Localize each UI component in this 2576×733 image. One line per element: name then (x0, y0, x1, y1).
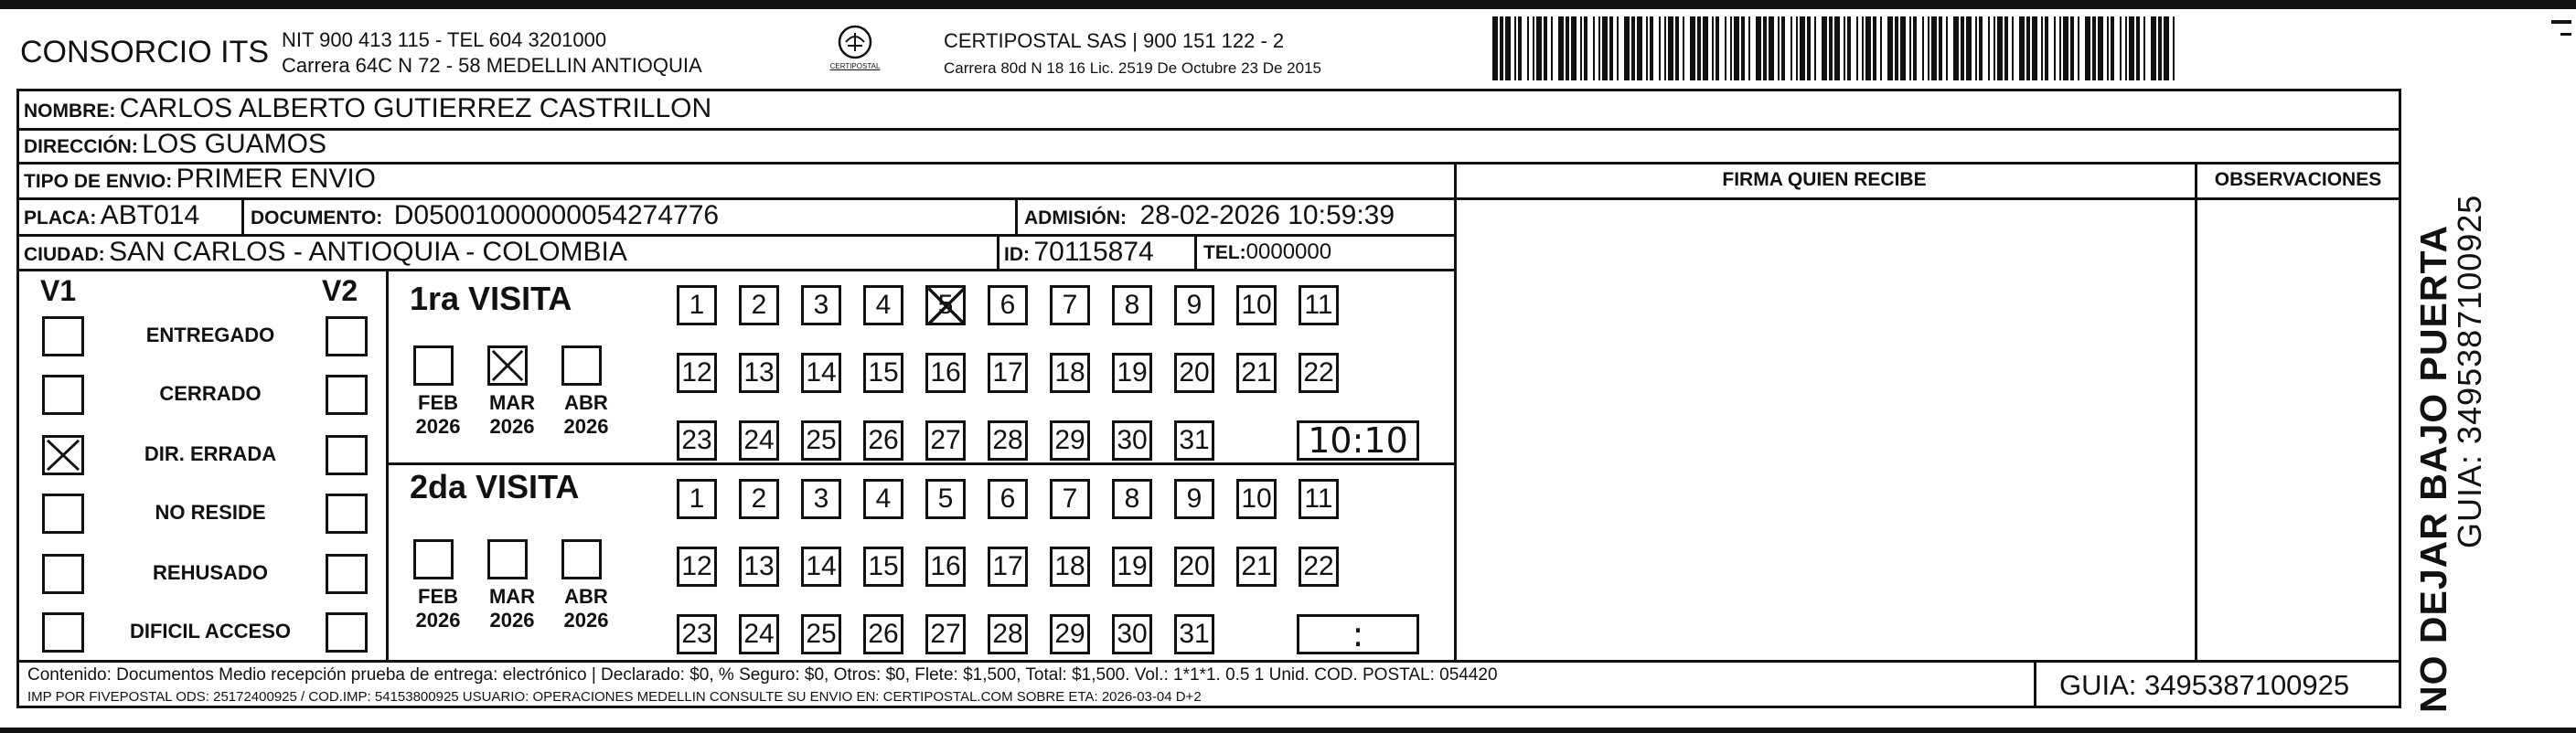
day-box[interactable]: 6 (988, 479, 1028, 519)
id-divider (1194, 234, 1197, 269)
barcode-bar (1624, 16, 1630, 80)
barcode-bar (1492, 16, 1498, 80)
barcode-bar (1975, 16, 1977, 80)
document-label: DOCUMENTO: (251, 207, 383, 228)
v2-checkbox[interactable] (326, 435, 368, 475)
month-year: 2026 (489, 415, 535, 438)
barcode-bar (1966, 16, 1972, 80)
admission-value: 28-02-2026 10:59:39 (1139, 200, 1395, 230)
barcode-bar (1922, 16, 1924, 80)
second-visit-title: 2da VISITA (410, 468, 580, 505)
day-box[interactable]: 23 (677, 614, 717, 654)
barcode-bar (1690, 16, 1695, 80)
v1-checkbox[interactable] (42, 554, 84, 594)
day-box[interactable]: 20 (1174, 353, 1214, 393)
day-box[interactable]: 14 (801, 547, 841, 587)
footer-guide-divider (2034, 660, 2036, 708)
document-divider (1015, 197, 1018, 234)
barcode-bar (2136, 16, 2140, 80)
barcode-bar (1979, 16, 1983, 80)
address-row (24, 129, 326, 160)
v1-checkbox[interactable] (42, 316, 84, 356)
barcode-bar (2004, 16, 2008, 80)
month-label (480, 585, 544, 632)
barcode-bar (1598, 16, 1600, 80)
barcode-bar (2111, 16, 2114, 80)
month-checkbox[interactable] (413, 539, 454, 579)
barcode-bar (1500, 16, 1503, 80)
day-box[interactable]: 3 (801, 479, 841, 519)
id-label: ID: (1004, 244, 1030, 265)
day-box[interactable]: 1 (677, 479, 717, 519)
day-box[interactable]: 16 (925, 547, 966, 587)
barcode-bar (1558, 16, 1564, 80)
barcode-bar (1617, 16, 1619, 80)
v1-checkbox[interactable] (42, 435, 84, 475)
barcode-bar (1566, 16, 1569, 80)
barcode-bar (1730, 16, 1732, 80)
visit-time-box[interactable]: 10:10 (1297, 420, 1419, 461)
signature-left-line (1454, 162, 1457, 661)
barcode-bar (1807, 16, 1811, 80)
day-box[interactable]: 13 (739, 547, 779, 587)
barcode-bar (1593, 16, 1595, 80)
month-name: FEB (418, 585, 458, 608)
barcode-bar (1725, 16, 1726, 80)
id-row (1004, 237, 1154, 268)
send-type-label: TIPO DE ENVIO: (24, 171, 173, 192)
barcode-bar (1862, 16, 1864, 80)
day-box[interactable]: 22 (1299, 547, 1339, 587)
certipostal-logo (828, 22, 882, 77)
day-box[interactable]: 2 (739, 285, 779, 325)
barcode-bar (2078, 16, 2079, 80)
barcode-bar (2120, 16, 2122, 80)
barcode-bar (1741, 16, 1745, 80)
barcode-bar (1527, 16, 1529, 80)
month-label (480, 391, 544, 439)
barcode-bar (1844, 16, 1845, 80)
carrier-line1: CERTIPOSTAL SAS | 900 151 122 - 2 (944, 29, 1285, 52)
signature-header: FIRMA QUIEN RECIBE (1722, 169, 1927, 190)
day-box[interactable]: 27 (925, 614, 966, 654)
barcode-bar (2063, 16, 2068, 80)
day-box[interactable]: 21 (1236, 353, 1277, 393)
barcode-bar (1716, 16, 1719, 80)
barcode-bar (2026, 16, 2030, 80)
row-line-1 (16, 128, 2401, 131)
day-box[interactable]: 5 (925, 479, 966, 519)
day-box[interactable]: 7 (1050, 479, 1090, 519)
corner-mark (2551, 20, 2571, 24)
city-row (24, 237, 627, 268)
plate-row (24, 200, 199, 231)
barcode-bar (1664, 16, 1666, 80)
name-row (24, 93, 711, 124)
v1-header: V1 (40, 274, 77, 307)
barcode-bar (1734, 16, 1739, 80)
barcode-bar (1514, 16, 1516, 80)
barcode-bar (1650, 16, 1653, 80)
day-box[interactable]: 15 (863, 353, 903, 393)
v2-checkbox[interactable] (326, 494, 368, 534)
barcode-bar (1631, 16, 1635, 80)
reason-label: REHUSADO (153, 561, 268, 584)
day-box[interactable]: 6 (988, 285, 1028, 325)
month-name: MAR (488, 391, 536, 414)
day-box[interactable]: 10 (1236, 479, 1277, 519)
barcode-bar (1769, 16, 1774, 80)
barcode-bar (2045, 16, 2048, 80)
day-box[interactable]: 24 (739, 420, 779, 461)
month-year: 2026 (563, 609, 609, 632)
month-checkbox[interactable] (561, 539, 602, 579)
side-guide: GUIA: 3495387100925 (2451, 194, 2488, 548)
footer-guide: GUIA: 3495387100925 (2059, 669, 2350, 701)
day-box[interactable]: 22 (1299, 353, 1339, 393)
plate-label: PLACA: (24, 207, 97, 228)
carrier-line2: Carrera 80d N 18 16 Lic. 2519 De Octubre 23 De 2015 (944, 59, 1321, 77)
carrier-info (944, 27, 1321, 82)
barcode-bar (1637, 16, 1642, 80)
barcode-bar (1796, 16, 1798, 80)
barcode-bar (1953, 16, 1959, 80)
bottom-border (0, 728, 2576, 733)
barcode-bar (2059, 16, 2061, 80)
address-value: LOS GUAMOS (142, 129, 327, 159)
month-name: MAR (488, 585, 536, 608)
day-box[interactable]: 9 (1174, 285, 1214, 325)
barcode-bar (1909, 16, 1911, 80)
name-value: CARLOS ALBERTO GUTIERREZ CASTRILLON (119, 93, 712, 123)
day-box[interactable]: 11 (1299, 285, 1339, 325)
company-info (282, 27, 702, 79)
day-box[interactable]: 9 (1174, 479, 1214, 519)
day-box[interactable]: 17 (988, 547, 1028, 587)
barcode-bar (1993, 16, 1995, 80)
month-name: FEB (418, 391, 458, 414)
reason-label: DIFICIL ACCESO (129, 620, 291, 643)
day-box[interactable]: 2 (739, 479, 779, 519)
barcode-bar (2158, 16, 2162, 80)
day-box[interactable]: 26 (863, 614, 903, 654)
observations-header: OBSERVACIONES (2214, 169, 2382, 190)
day-box[interactable]: 20 (1174, 547, 1214, 587)
month-label (554, 391, 618, 439)
top-border (0, 0, 2576, 9)
day-box[interactable]: 18 (1050, 547, 1090, 587)
barcode-bar (1887, 16, 1893, 80)
id-value: 70115874 (1033, 237, 1154, 267)
day-box[interactable]: 31 (1174, 420, 1214, 461)
send-type-row (24, 164, 376, 195)
day-box[interactable]: 4 (863, 479, 903, 519)
barcode-bar (1551, 16, 1553, 80)
month-name: ABR (564, 391, 608, 414)
barcode-bar (1928, 16, 1929, 80)
tel-label: TEL: (1203, 242, 1246, 263)
month-checkbox[interactable] (413, 345, 454, 386)
day-box[interactable]: 30 (1112, 614, 1152, 654)
v2-checkbox[interactable] (326, 316, 368, 356)
barcode-bar (1609, 16, 1613, 80)
barcode-bar (1580, 16, 1582, 80)
side-notice: NO DEJAR BAJO PUERTA (2412, 224, 2454, 713)
day-box[interactable]: 5 (925, 285, 966, 325)
day-box[interactable]: 16 (925, 353, 966, 393)
barcode-bar (2151, 16, 2156, 80)
company-address-line: Carrera 64C N 72 - 58 MEDELLIN ANTIOQUIA (282, 54, 702, 77)
month-label (406, 391, 470, 439)
barcode-bar (1748, 16, 1750, 80)
v2-checkbox[interactable] (326, 375, 368, 415)
month-year: 2026 (415, 609, 461, 632)
tel-value: 0000000 (1245, 239, 1332, 264)
tel-row (1203, 239, 1331, 265)
barcode-bar (1781, 16, 1785, 80)
barcode-bar (1602, 16, 1608, 80)
barcode-bar (1518, 16, 1522, 80)
month-checkbox[interactable] (487, 345, 528, 386)
day-box[interactable]: 24 (739, 614, 779, 654)
v2-header: V2 (322, 274, 358, 307)
barcode-bar (2032, 16, 2037, 80)
day-box[interactable]: 3 (801, 285, 841, 325)
day-box[interactable]: 19 (1112, 547, 1152, 587)
month-year: 2026 (415, 415, 461, 438)
barcode-bar (1675, 16, 1679, 80)
day-box[interactable]: 4 (863, 285, 903, 325)
day-box[interactable]: 15 (863, 547, 903, 587)
footer-imp-line: IMP POR FIVEPOSTAL ODS: 25172400925 / COD.IMP: 54153800925 USUARIO: OPERACIONES MEDELLIN CONSULTE SU ENVIO EN: CERTIPOSTAL.COM SOBRE ETA: 2026-03-04 D+2 (27, 689, 1202, 705)
day-box[interactable]: 18 (1050, 353, 1090, 393)
barcode-bar (1646, 16, 1648, 80)
barcode-bar (1865, 16, 1871, 80)
barcode-bar (1829, 16, 1833, 80)
document-row (251, 200, 719, 231)
barcode-bar (1939, 16, 1942, 80)
barcode-bar (1571, 16, 1577, 80)
barcode-bar (2019, 16, 2025, 80)
barcode-bar (1822, 16, 1827, 80)
barcode-bar (1668, 16, 1673, 80)
day-box[interactable]: 12 (677, 547, 717, 587)
barcode-bar (2070, 16, 2074, 80)
day-box[interactable]: 30 (1112, 420, 1152, 461)
month-year: 2026 (489, 609, 535, 632)
day-box[interactable]: 1 (677, 285, 717, 325)
month-name: ABR (564, 585, 608, 608)
barcode-bar (1880, 16, 1882, 80)
barcode-bar (2125, 16, 2127, 80)
month-year: 2026 (563, 415, 609, 438)
barcode-bar (2173, 16, 2175, 80)
day-box[interactable]: 25 (801, 420, 841, 461)
barcode-bar (1800, 16, 1805, 80)
barcode-bar (2041, 16, 2043, 80)
day-box[interactable]: 23 (677, 420, 717, 461)
v1-checkbox[interactable] (42, 375, 84, 415)
day-box[interactable]: 13 (739, 353, 779, 393)
barcode-bar (1536, 16, 1542, 80)
document-value: D05001000000054274776 (393, 200, 720, 230)
barcode-bar (1683, 16, 1684, 80)
reason-label: CERRADO (159, 382, 262, 405)
barcode-bar (1997, 16, 2003, 80)
barcode-bar (1659, 16, 1661, 80)
nit-line: NIT 900 413 115 - TEL 604 3201000 (282, 28, 607, 51)
barcode-bar (1913, 16, 1917, 80)
reason-label: NO RESIDE (155, 501, 266, 524)
admission-label: ADMISIÓN: (1024, 207, 1127, 228)
visit-time-box[interactable]: : (1297, 614, 1419, 654)
day-box[interactable]: 11 (1299, 479, 1339, 519)
v1-checkbox[interactable] (42, 612, 84, 653)
barcode-bar (2054, 16, 2056, 80)
barcode-bar (2092, 16, 2096, 80)
city-divider (997, 234, 999, 269)
day-box[interactable]: 21 (1236, 547, 1277, 587)
barcode-bar (1946, 16, 1948, 80)
barcode-bar (1584, 16, 1587, 80)
address-label: DIRECCIÓN: (24, 136, 138, 157)
day-box[interactable]: 31 (1174, 614, 1214, 654)
barcode-bar (2012, 16, 2014, 80)
barcode-bar (1763, 16, 1767, 80)
barcode-bar (1814, 16, 1816, 80)
day-box[interactable]: 10 (1236, 285, 1277, 325)
day-box[interactable]: 26 (863, 420, 903, 461)
barcode-bar (1931, 16, 1937, 80)
observations-left-line (2195, 162, 2197, 661)
barcode-bar (1834, 16, 1840, 80)
barcode-bar (1712, 16, 1714, 80)
v2-checkbox[interactable] (326, 554, 368, 594)
barcode-bar (1505, 16, 1511, 80)
day-box[interactable]: 29 (1050, 614, 1090, 654)
name-label: NOMBRE: (24, 101, 116, 122)
month-label (554, 585, 618, 632)
month-checkbox[interactable] (561, 345, 602, 386)
city-label: CIUDAD: (24, 244, 105, 265)
barcode-bar (1961, 16, 1964, 80)
barcode-bar (1988, 16, 1990, 80)
barcode-bar (1703, 16, 1708, 80)
city-value: SAN CARLOS - ANTIOQUIA - COLOMBIA (109, 237, 627, 267)
day-box[interactable]: 8 (1112, 479, 1152, 519)
day-box[interactable]: 28 (988, 614, 1028, 654)
barcode-bar (1856, 16, 1858, 80)
barcode-bar (1697, 16, 1701, 80)
company-name: CONSORCIO ITS (20, 35, 270, 69)
barcode-bar (1900, 16, 1906, 80)
barcode-bar (1873, 16, 1876, 80)
first-visit-title: 1ra VISITA (410, 280, 572, 317)
month-checkbox[interactable] (487, 539, 528, 579)
corner-mark-2 (2560, 33, 2571, 36)
reason-label: ENTREGADO (145, 324, 275, 346)
day-box[interactable]: 7 (1050, 285, 1090, 325)
reason-label: DIR. ERRADA (144, 442, 277, 465)
barcode-bar (1756, 16, 1761, 80)
day-box[interactable]: 27 (925, 420, 966, 461)
day-check-mark (925, 285, 967, 327)
day-box[interactable]: 8 (1112, 285, 1152, 325)
visits-mid-line (386, 462, 1454, 465)
v1-checkbox[interactable] (42, 494, 84, 534)
barcode-bar (2129, 16, 2134, 80)
plate-value: ABT014 (100, 200, 200, 230)
month-label (406, 585, 470, 632)
row-line-5 (16, 269, 1454, 271)
day-box[interactable]: 14 (801, 353, 841, 393)
day-box[interactable]: 29 (1050, 420, 1090, 461)
footer-line (16, 660, 2401, 663)
barcode-bar (1544, 16, 1547, 80)
day-box[interactable]: 17 (988, 353, 1028, 393)
barcode-bar (1533, 16, 1534, 80)
barcode-bar (2098, 16, 2103, 80)
day-box[interactable]: 12 (677, 353, 717, 393)
barcode-bar (1778, 16, 1780, 80)
barcode-bar (1847, 16, 1851, 80)
v2-checkbox[interactable] (326, 612, 368, 653)
barcode-bar (1895, 16, 1898, 80)
day-box[interactable]: 19 (1112, 353, 1152, 393)
barcode-bar (2107, 16, 2109, 80)
footer-content-line: Contenido: Documentos Medio recepción prueba de entrega: electrónico | Declarado: $0, % Seguro: $0, Otros: $0, Flete: $1,500, Total: $1,500. Vol.: 1*1*1. 0.5 1 Unid. COD. POSTAL: 054420 (27, 665, 1498, 685)
plate-divider (241, 197, 244, 234)
barcode-bar (2085, 16, 2090, 80)
barcode-bar (1790, 16, 1792, 80)
day-box[interactable]: 28 (988, 420, 1028, 461)
day-box[interactable]: 25 (801, 614, 841, 654)
certipostal-logo-text: CERTIPOSTAL (829, 62, 881, 70)
barcode (1492, 16, 2178, 80)
admission-row (1024, 200, 1395, 231)
barcode-bar (2164, 16, 2169, 80)
send-type-value: PRIMER ENVIO (176, 164, 377, 194)
barcode-bar (2143, 16, 2145, 80)
